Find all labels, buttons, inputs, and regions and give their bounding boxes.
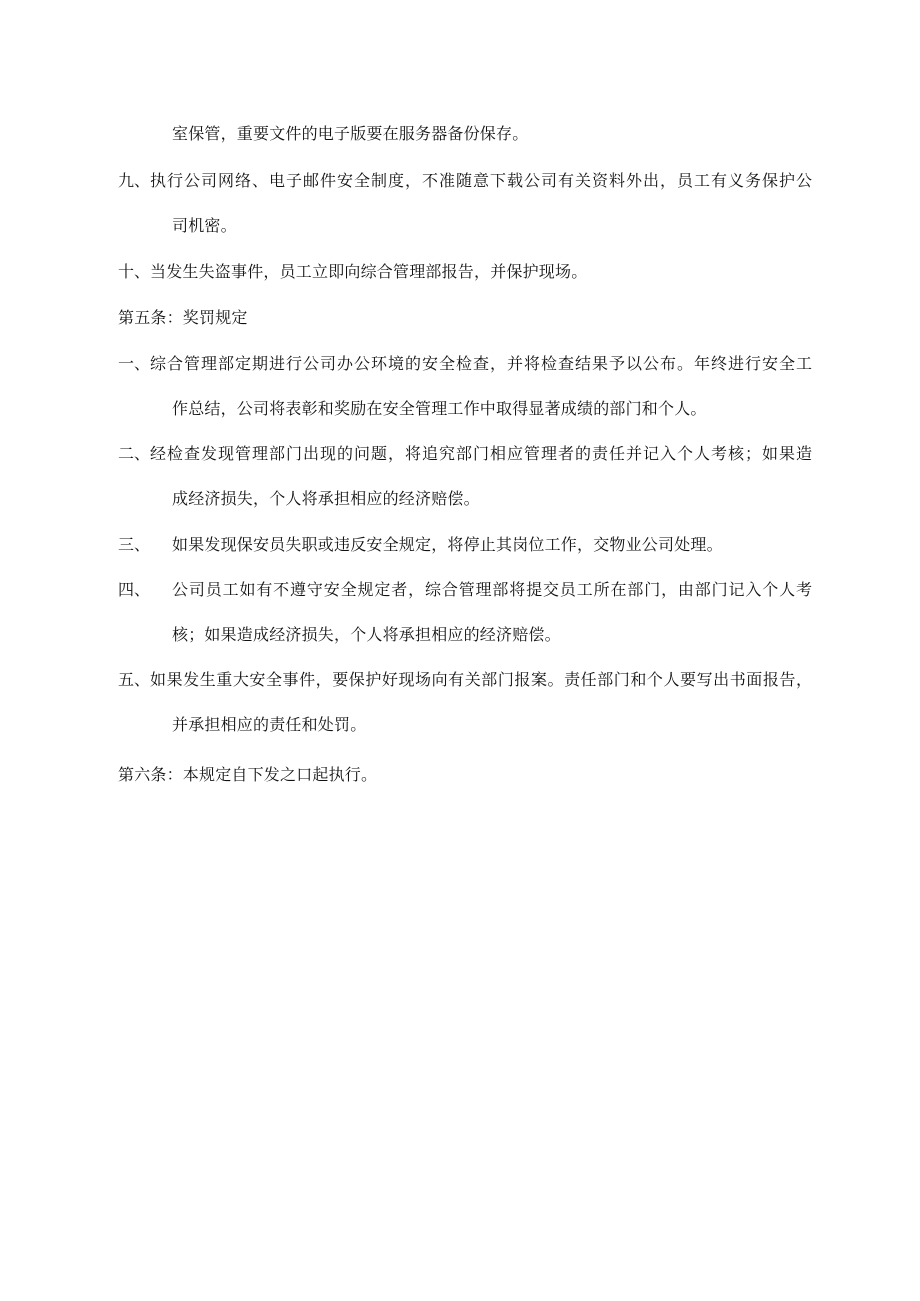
item-text-line1: 如果发现保安员失职或违反安全规定，将停止其岗位工作，交物业公司处理。 (172, 535, 723, 554)
article-5-heading: 第五条：奖罚规定 (118, 308, 248, 327)
item-number: 二、 (118, 444, 151, 463)
item-text-line1: 当发生失盗事件，员工立即向综合管理部报告，并保护现场。 (150, 262, 588, 281)
item-text-line2: 并承担相应的责任和处罚。 (172, 715, 367, 734)
item-text-line1: 经检查发现管理部门出现的问题，将追究部门相应管理者的责任并记入个人考核；如果造 (150, 444, 812, 463)
item-text-line1: 执行公司网络、电子邮件安全制度，不准随意下载公司有关资料外出，员工有义务保护公 (150, 171, 812, 190)
item-number: 三、 (118, 535, 151, 554)
continuation-line: 室保管，重要文件的电子版要在服务器备份保存。 (172, 124, 529, 143)
item-number: 一、 (118, 354, 151, 373)
article-6-text: 第六条：本规定自下发之口起执行。 (118, 765, 378, 784)
item-number: 五、 (118, 670, 151, 689)
item-text-line2: 司机密。 (172, 216, 237, 235)
item-number: 十、 (118, 262, 151, 281)
item-text-line1: 公司员工如有不遵守安全规定者，综合管理部将提交员工所在部门，由部门记入个人考 (172, 580, 812, 599)
item-text-line2: 成经济损失，个人将承担相应的经济赔偿。 (172, 489, 480, 508)
item-text-line2: 核；如果造成经济损失，个人将承担相应的经济赔偿。 (172, 625, 561, 644)
item-number: 九、 (118, 171, 151, 190)
item-number: 四、 (118, 580, 151, 599)
item-text-line2: 作总结，公司将表彰和奖励在安全管理工作中取得显著成绩的部门和个人。 (172, 399, 707, 418)
item-text-line1: 综合管理部定期进行公司办公环境的安全检查，并将检查结果予以公布。年终进行安全工 (150, 354, 812, 373)
item-text-line1: 如果发生重大安全事件，要保护好现场向有关部门报案。责任部门和个人要写出书面报告， (150, 670, 812, 689)
